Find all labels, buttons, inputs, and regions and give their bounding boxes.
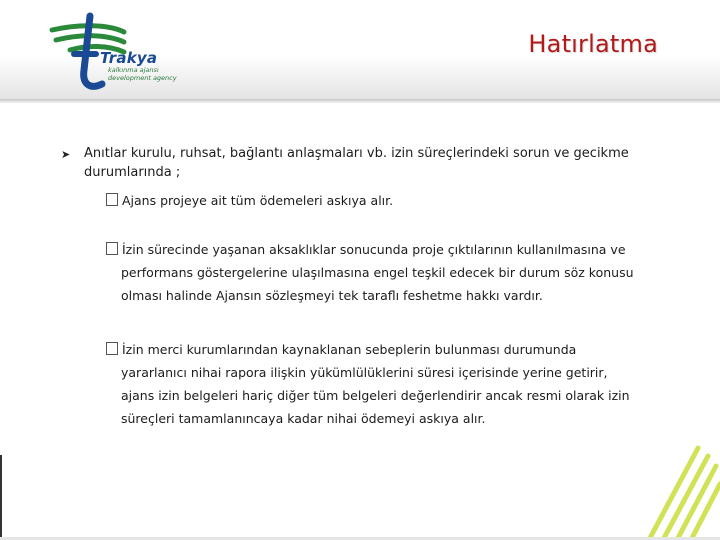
main-bullet-text: Anıtlar kurulu, ruhsat, bağlantı anlaşmaları vb. izin süreçlerindeki sorun ve gecikme durumlarında ; — [84, 146, 629, 180]
checkbox-bullet-icon — [106, 342, 118, 355]
sub-item-3-line-3: ajans izin belgeleri hariç diğer tüm belgeleri değerlendirir ancak resmi olarak izin — [121, 388, 630, 403]
sub-item-2 — [106, 238, 666, 307]
sub-item-2-text: İzin sürecinde yaşanan aksaklıklar sonucunda proje çıktılarının kullanılmasına ve — [122, 242, 626, 257]
sub-item-3-text: İzin merci kurumlarından kaynaklanan sebeplerin bulunması durumunda — [122, 342, 577, 357]
left-edge-bar — [0, 455, 2, 540]
header-divider — [0, 99, 720, 103]
sub-item-1-text: Ajans projeye ait tüm ödemeleri askıya alır. — [122, 193, 394, 208]
sub-item-2-line-2: performans göstergelerine ulaşılmasına engel teşkil edecek bir durum söz konusu — [121, 265, 634, 280]
sub-item-3-line-4: süreçleri tamamlanıncaya kadar nihai ödemeyi askıya alır. — [121, 411, 486, 426]
sub-item-3 — [106, 338, 666, 430]
checkbox-bullet-icon — [106, 193, 118, 206]
checkbox-bullet-icon — [106, 242, 118, 255]
arrow-bullet-icon: ➤ — [61, 148, 71, 161]
corner-decoration — [640, 440, 720, 540]
sub-item-2-line-3: olması halinde Ajansın sözleşmeyi tek taraflı feshetme hakkı vardır. — [121, 288, 543, 303]
logo-tagline-tr: kalkınma ajansı — [108, 66, 159, 74]
sub-item-3-line-2: yararlanıcı nihai rapora ilişkin yükümlülüklerini süresi içerisinde yerine getirir, — [121, 365, 608, 380]
slide-title: Hatırlatma — [528, 30, 658, 58]
logo-name: Trakya — [100, 49, 158, 67]
logo-tagline-en: development agency — [108, 74, 177, 82]
sub-item-1 — [106, 189, 666, 212]
